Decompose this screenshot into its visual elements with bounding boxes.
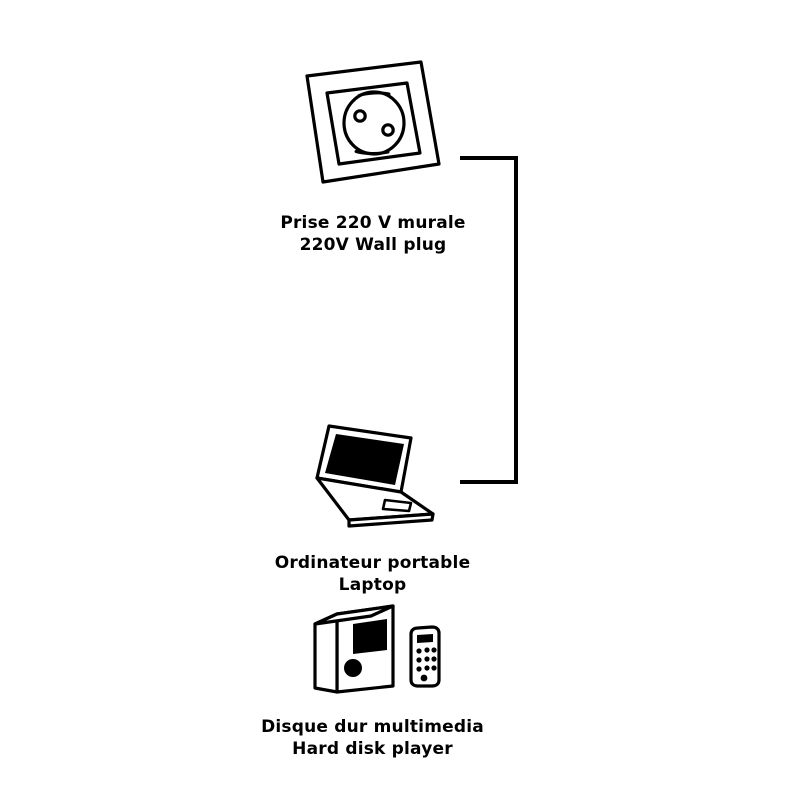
wall-socket-graphic: [293, 52, 453, 192]
laptop-graphic: [293, 416, 453, 534]
wall-plug-caption: [280, 212, 465, 257]
node-wall-plug: [268, 52, 478, 257]
wall-plug-label-en: 220V Wall plug: [299, 235, 447, 256]
node-laptop: [265, 416, 480, 597]
hard-disk-player-label-en: Hard disk player: [292, 739, 453, 760]
wall-socket-icon: [293, 52, 453, 196]
laptop-icon: [293, 416, 453, 538]
hard-disk-player-caption: [261, 716, 484, 761]
hard-disk-player-icon: [293, 598, 453, 702]
laptop-label-fr: Ordinateur portable: [274, 553, 471, 573]
laptop-caption: [275, 552, 471, 597]
wall-plug-label-fr: Prise 220 V murale: [280, 213, 466, 233]
hard-disk-player-label-fr: Disque dur multimedia: [261, 717, 484, 737]
node-hard-disk-player: [255, 598, 490, 761]
hard-disk-player-graphic: [293, 598, 453, 698]
laptop-label-en: Laptop: [338, 575, 407, 596]
